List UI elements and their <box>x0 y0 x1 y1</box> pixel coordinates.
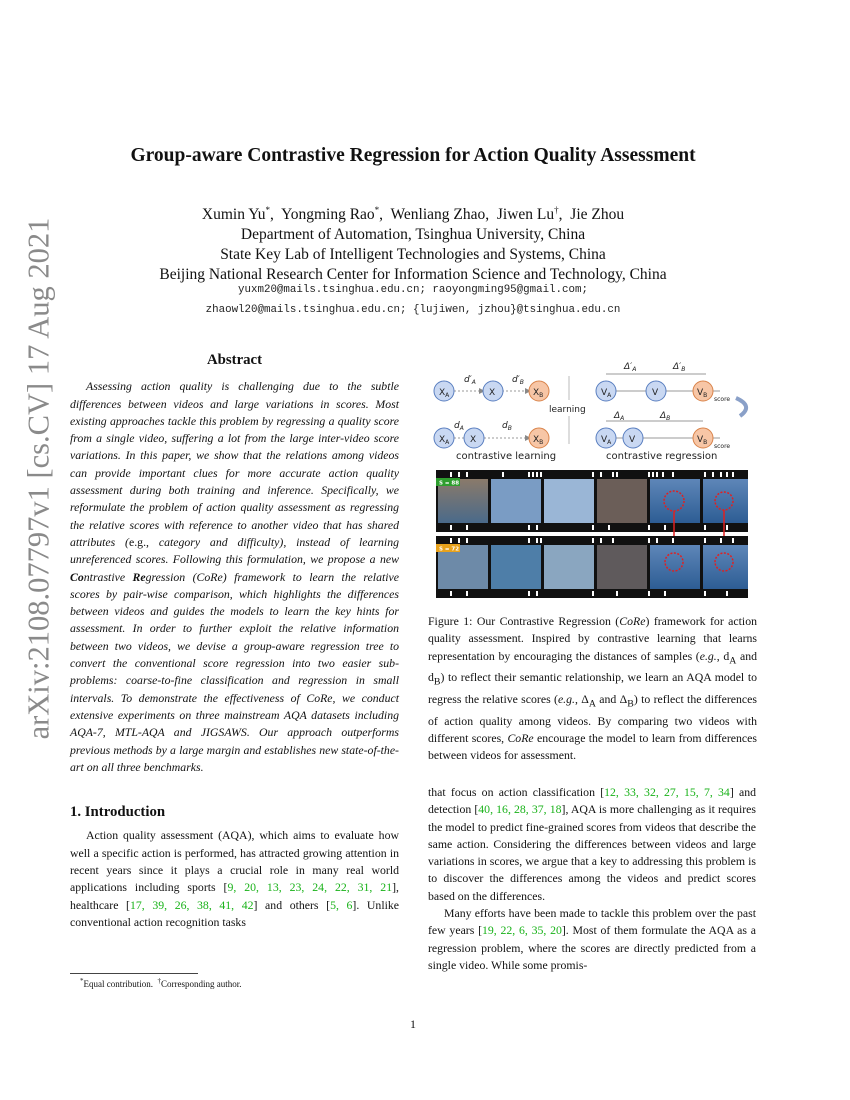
label-contrastive-regression: contrastive regression <box>606 451 718 462</box>
citation-link[interactable]: 12, 33, 32, 27, 15, 7, 34 <box>604 785 730 799</box>
email-line: yuxm20@mails.tsinghua.edu.cn; raoyongming95@gmail.com; <box>238 284 588 296</box>
citation-link[interactable]: 40, 16, 28, 37, 18 <box>478 802 562 817</box>
abstract-text: Assessing action quality is challenging due to the subtle differences between videos and large variations in scores. Most existing approaches tackle this problem by regressing a quality score from a single video, suffering a lot from the large inter-video score variations. In this paper, we show that the relations among videos can provide important clues for more accurate action quality assessment during both training and inference. Specifically, we reformulate the problem of action quality assessment as regressing the relative scores with reference to another video that has shared attributes (e.g., category and difficulty), instead of learning unreferenced scores. Following this formulation, we propose a new Contrastive Regression (CoRe) framework to learn the relative scores by pair-wise comparison, which highlights the differences between videos and guides the models to learn the key hints for assessment. In order to further exploit the relative information between two videos, we devise a group-aware regression tree to convert the conventional score regression into two easier sub-problems: coarse-to-fine classification and regression in small intervals. To demonstrate the effectiveness of CoRe, we conduct extensive experiments on three mainstream AQA datasets including AQA-7, MTL-AQA and JIGSAWS. Our approach outperforms previous methods by a large margin and establishes new state-of-the-art on all three benchmarks. <box>70 379 400 774</box>
svg-text:ΔB: $\Delta_B$ <box>660 411 671 422</box>
footnote-rule <box>70 973 198 974</box>
svg-text:score: score <box>714 443 731 450</box>
author-name: Jiwen Lu <box>496 206 555 224</box>
footnote: *Equal contribution. †Corresponding author. <box>80 977 242 989</box>
citation-link[interactable]: 19, 22, 6, 35, 20 <box>482 923 562 938</box>
affiliation: Beijing National Research Center for Information Science and Technology, China <box>159 266 667 284</box>
svg-text:XA: $X_A$ <box>439 435 450 446</box>
body-paragraph: that focus on action classification [12, 33, 32, 27, 15, 7, 34] and detection [40, 16, 28, 37, 18], AQA is more challenging as it requires the model to predict fine-grained scores from videos that describe the same action. Considering the differences between videos and large variations in scores, we argue that a key to addressing this problem is to discover the differences among the videos and predict scores based on the differences. <box>428 785 756 903</box>
svg-text:Δ′B: $\Delta'_B$ <box>673 362 686 373</box>
author-name: Xumin Yu <box>201 206 266 224</box>
page-number: 1 <box>410 1017 416 1031</box>
figure-1 <box>428 358 758 603</box>
svg-text:VB: $V_B$ <box>697 388 708 399</box>
svg-text:XA: $X_A$ <box>439 388 450 399</box>
label-learning: learning <box>549 405 586 415</box>
author-name: Yongming Rao <box>281 206 375 224</box>
left-column <box>70 352 399 931</box>
svg-text:VA: $V_A$ <box>601 388 612 399</box>
author-mark: † <box>554 205 559 215</box>
arxiv-stamp <box>14 217 64 739</box>
svg-text:X: X <box>470 435 477 445</box>
svg-text:Δ′A: $\Delta'_A$ <box>624 362 637 373</box>
paper-title: Group-aware Contrastive Regression for Action Quality Assessment <box>130 145 696 166</box>
svg-text:VB: $V_B$ <box>697 435 708 446</box>
intro-paragraph: Action quality assessment (AQA), which aims to evaluate how well a specific action is performed, has attracted growing attention in recent years since it plays a crucial role in many real world applications including sports [9, 20, 13, 23, 24, 22, 31, 21], healthcare [17, 39, 26, 38, 41, 42] and others [5, 6]. Unlike conventional action recognition tasks <box>70 828 400 929</box>
svg-text:VA: $V_A$ <box>601 435 612 446</box>
svg-text:XB: $X_B$ <box>533 388 544 399</box>
author-name: Wenliang Zhao <box>390 206 486 224</box>
score-badge: S = 88 <box>439 480 460 487</box>
email-block <box>0 280 826 320</box>
svg-text:XB: $X_B$ <box>533 435 544 446</box>
citation-link[interactable]: 9, 20, 13, 23, 24, 22, 31, 21 <box>227 880 393 895</box>
email-line: zhaowl20@mails.tsinghua.edu.cn; {lujiwen, jzhou}@tsinghua.edu.cn <box>205 304 621 316</box>
svg-text:V: V <box>629 435 636 445</box>
curved-arrow-icon <box>736 398 746 416</box>
figure-caption: Figure 1: Our Contrastive Regression (CoRe) framework for action quality assessment. Inspired by contrastive learning that learns representation by encouraging the distances of samples (e.g., $d_A$ and $d_B$) to reflect their semantic relationship, we learn an AQA model to regress the relative scores (e.g., $\Delta_A$ and $\Delta_B$) to reflect the differences of action quality among videos. By comparing two videos with different scores, CoRe encourage the model to learn from differences between videos for assessment. <box>428 614 758 763</box>
author-name: Jie Zhou <box>570 206 625 224</box>
citation-link[interactable]: 17, 39, 26, 38, 41, 42 <box>130 897 254 912</box>
contrastive-diagram <box>428 358 758 464</box>
svg-text:score: score <box>714 396 731 403</box>
arxiv-id: arXiv:2108.07797v1 [cs.CV] 17 Aug 2021 <box>21 217 56 739</box>
author-block <box>0 200 826 285</box>
body-paragraph: Many efforts have been made to tackle this problem over the past few years [19, 22, 6, 35, 20]. Most of them formulate the AQA as a regression problem, where the scores are directly predicted from a single video. While some promis- <box>428 906 756 972</box>
video-strips <box>436 470 756 598</box>
author-mark: * <box>265 205 270 215</box>
affiliation: State Key Lab of Intelligent Technologies and Systems, China <box>220 246 606 264</box>
abstract-heading: Abstract <box>206 352 263 368</box>
svg-text:d′A: $d'_A$ <box>464 375 476 386</box>
right-column <box>428 784 756 974</box>
score-badge: S = 72 <box>439 546 460 553</box>
affiliation: Department of Automation, Tsinghua University, China <box>240 226 586 244</box>
label-contrastive-learning: contrastive learning <box>456 451 557 462</box>
introduction-heading: 1. Introduction <box>70 804 166 821</box>
author-list: Xumin Yu*, Yongming Rao*, Wenliang Zhao, Jiwen Lu†, Jie Zhou <box>201 205 625 224</box>
svg-text:V: V <box>652 388 659 398</box>
svg-text:dA: $d_A$ <box>454 421 464 432</box>
svg-text:dB: $d_B$ <box>502 421 512 432</box>
citation-link[interactable]: 5, 6 <box>330 897 353 912</box>
svg-text:X: X <box>489 388 496 398</box>
svg-text:ΔA: $\Delta_A$ <box>614 411 625 422</box>
author-mark: * <box>374 205 380 215</box>
svg-text:d′B: $d'_B$ <box>512 375 524 386</box>
